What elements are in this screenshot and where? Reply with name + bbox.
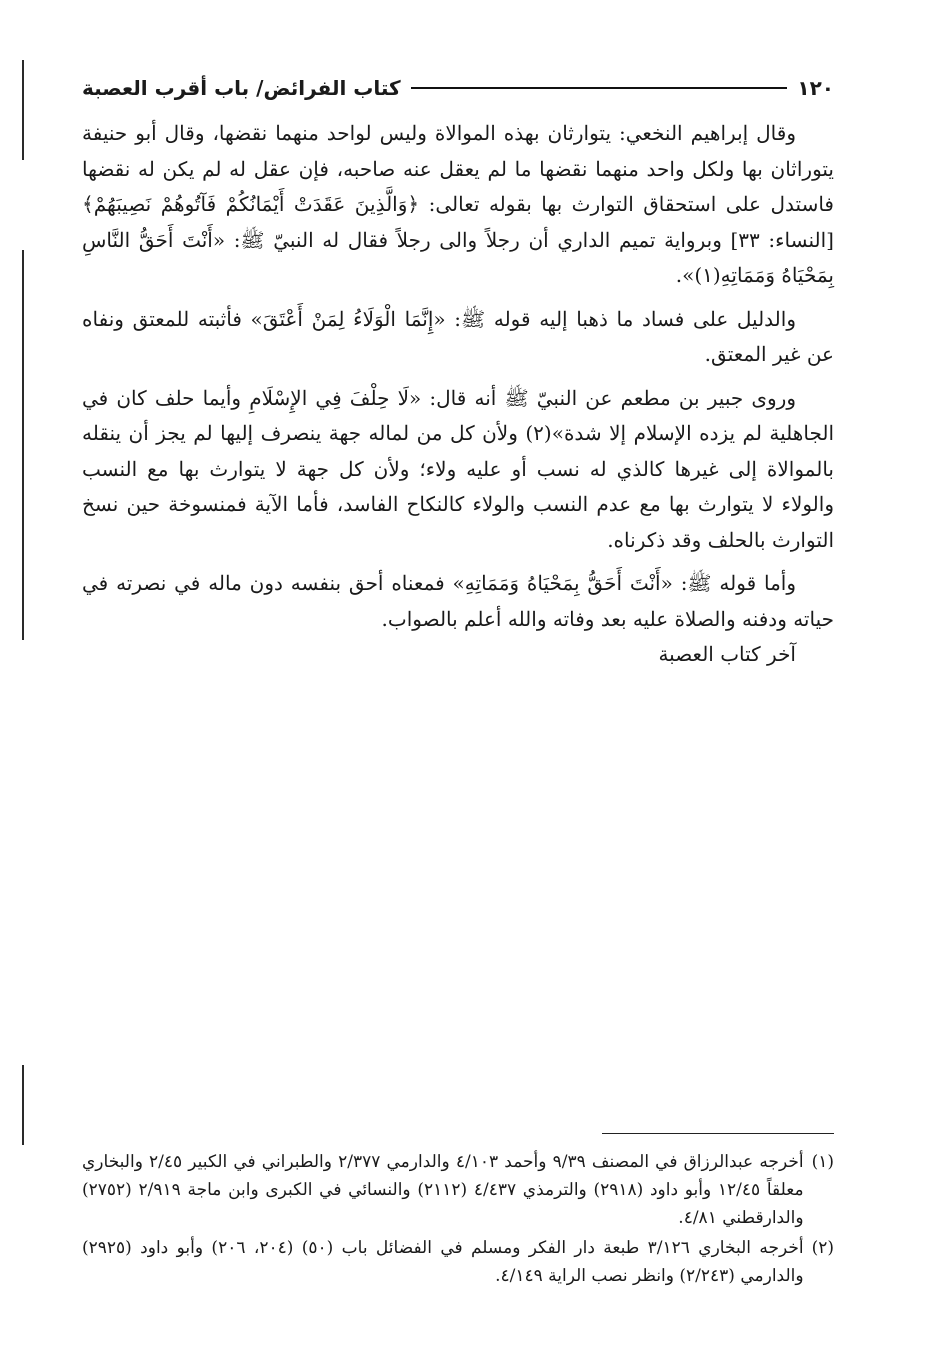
page [82, 70, 834, 671]
left-margin-rule-lower [22, 1065, 24, 1145]
paragraph-4: وأما قوله ﷺ: «أَنْتَ أَحَقُّ بِمَحْيَاهُ وَمَمَاتِهِ» فمعناه أحق بنفسه دون ماله في نصرته في حياته ودفنه والصلاة عليه بعد وفاته والله أعلم بالصواب. [82, 571, 834, 631]
footnotes [82, 1148, 834, 1292]
left-margin-rule-top [22, 60, 24, 160]
page-header [82, 70, 834, 106]
footnote-separator [602, 1133, 834, 1134]
footnote-text: أخرجه عبدالرزاق في المصنف ٩/٣٩ وأحمد ٤/١٠٣ والدارمي ٢/٣٧٧ والطبراني في الكبير ٢/٤٥ والبخاري معلقاً ١٢/٤٥ وأبو داود (٢٩١٨) والترمذي ٤/٤٣٧ (٢١١٢) والنسائي في الكبرى وابن ماجة ٢/٩١٩ (٢٧٥٢) والدارقطني ٤/٨١. [82, 1152, 804, 1228]
footnote-1 [82, 1148, 834, 1232]
paragraph-1: وقال إبراهيم النخعي: يتوارثان بهذه الموالاة وليس لواحد منهما نقضها، وقال أبو حنيفة يتوراثان بها ولكل واحد منهما نقضها ما لم يعقل عنه صاحبه، فإن عقل له لم يكن له نقضها فاستدل على استحقاق التوارث بها بقوله تعالى: ﴿وَالَّذِينَ عَقَدَتْ أَيْمَانُكُمْ فَآتُوهُمْ نَصِيبَهُمْ﴾ [النساء: ٣٣] وبرواية تميم الداري أن رجلاً والى رجلاً فقال له النبيّ ﷺ: «أَنْتَ أَحَقُّ النَّاسِ بِمَحْيَاهُ وَمَمَاتِهِ(١)». [82, 121, 835, 287]
footnote-text: أخرجه البخاري ٣/١٢٦ طبعة دار الفكر ومسلم في الفضائل باب (٥٠) (٢٠٤، ٢٠٦) وأبو داود (٢٩٢٥) والدارمي (٢/٢٤٣) وانظر نصب الراية ٤/١٤٩. [82, 1238, 804, 1286]
footnote-number: (١) [811, 1152, 834, 1172]
page-number: ١٢٠ [797, 76, 834, 100]
left-margin-rule-upper [22, 250, 24, 640]
header-rule [411, 87, 788, 89]
footnote-2 [82, 1234, 834, 1290]
paragraph-2: والدليل على فساد ما ذهبا إليه قوله ﷺ: «إِنَّمَا الْوَلَاءُ لِمَنْ أَعْتَقَ» فأثبته للمعتق ونفاه عن غير المعتق. [82, 306, 834, 366]
body-text [82, 116, 834, 637]
paragraph-3: وروى جبير بن مطعم عن النبيّ ﷺ أنه قال: «لَا حِلْفَ فِي الإِسْلَامِ وأيما حلف كان في الجاهلية لم يزده الإسلام إلا شدة»(٢) ولأن كل من لماله جهة ينصرف إليها لم يجز أن ينقله بالموالاة إلى غيرها كالذي له نسب أو عليه ولاء؛ ولأن كل جهة لا يتوارث بها مع النسب والولاء لا يتوارث بها مع عدم النسب والولاء كالنكاح الفاسد، فأما الآية فمنسوخة حين نسخ التوارث بالحلف وقد ذكرناه. [82, 385, 835, 552]
footnote-number: (٢) [811, 1238, 834, 1258]
closing-line: آخر كتاب العصبة [658, 642, 796, 666]
running-title: كتاب الفرائض/ باب أقرب العصبة [82, 76, 401, 100]
